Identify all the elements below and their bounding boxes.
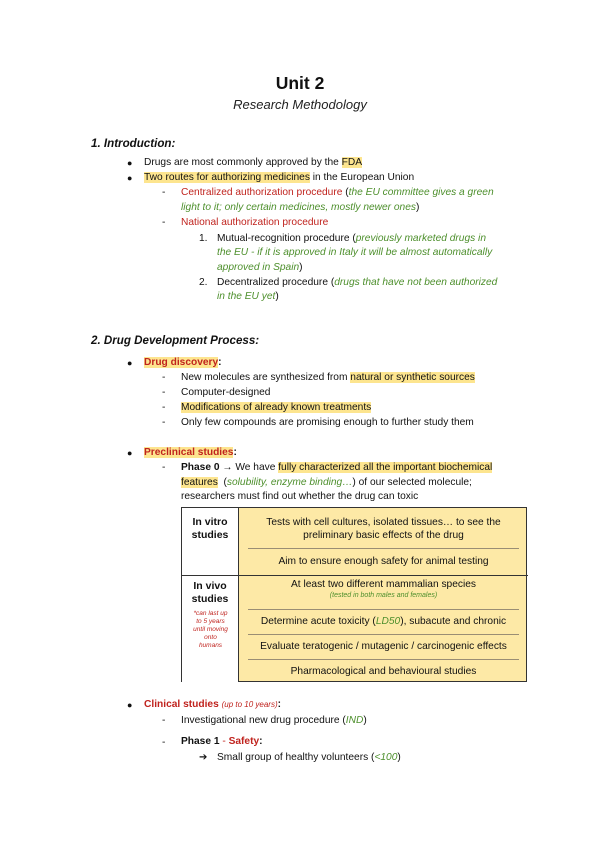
page-subtitle: Research Methodology xyxy=(233,97,367,112)
dash-icon: - xyxy=(162,417,166,428)
vivo-header-b: studies xyxy=(191,593,229,605)
row-divider xyxy=(248,634,519,635)
decentralized-cont: in the EU yet) xyxy=(217,291,279,302)
row-divider xyxy=(248,548,519,549)
vivo-header-a: In vivo xyxy=(193,580,227,592)
vivo-header-cell xyxy=(182,576,239,682)
page-title: Unit 2 xyxy=(275,73,325,93)
centralized-procedure-cont: light to it; only certain medicines, mostly newer ones) xyxy=(181,202,420,213)
dash-icon: - xyxy=(162,402,166,413)
decentralized: Decentralized procedure (drugs that have not been authorized xyxy=(217,277,498,288)
discovery-item-4: Only few compounds are promising enough to further study them xyxy=(181,417,474,428)
preclinical-table xyxy=(181,507,527,682)
discovery-item-3: Modifications of already known treatments xyxy=(181,402,372,413)
numbered-1: 1. xyxy=(199,233,208,244)
phase0-line-1: Phase 0 → We have fully characterized all the important biochemical xyxy=(181,462,493,473)
vitro-row-2: Aim to ensure enough safety for animal testing xyxy=(278,556,489,567)
national-procedure: National authorization procedure xyxy=(181,217,329,228)
dash-icon: - xyxy=(162,387,166,398)
dash-icon: - xyxy=(162,715,166,726)
vitro-header-a: In vitro xyxy=(192,516,228,528)
vivo-row-1: At least two different mammalian species (tested in both males and females) xyxy=(291,579,476,599)
vitro-header-b: studies xyxy=(191,529,229,541)
phase0-line-3: researchers must find out whether the drug can toxic xyxy=(181,491,419,502)
dash-icon: - xyxy=(162,737,166,748)
discovery-item-2: Computer-designed xyxy=(181,387,271,398)
preclinical-label: Preclinical studies: xyxy=(144,447,237,458)
ind-procedure: Investigational new drug procedure (IND) xyxy=(181,715,367,726)
intro-bullet-2: Two routes for authorizing medicines in the European Union xyxy=(144,172,415,183)
bullet-icon: ● xyxy=(127,358,133,368)
vivo-row-4: Pharmacological and behavioural studies xyxy=(290,666,477,677)
row-divider xyxy=(248,659,519,660)
dash-icon: - xyxy=(162,372,166,383)
vitro-row-1: Tests with cell cultures, isolated tissues… to see the preliminary basic effects of the drug xyxy=(266,517,501,541)
vivo-note: *can last up to 5 years until moving onto humans xyxy=(193,610,228,649)
vivo-row-3: Evaluate teratogenic / mutagenic / carcinogenic effects xyxy=(260,641,507,652)
arrow-icon: ➔ xyxy=(199,752,208,763)
dash-icon: - xyxy=(162,217,166,228)
phase1-label: Phase 1 - Safety: xyxy=(181,736,263,747)
vitro-header-cell xyxy=(182,508,239,575)
phase0-line-2: features (solubility, enzyme binding…) of our selected molecule; xyxy=(181,477,472,488)
bullet-icon: ● xyxy=(127,700,133,710)
discovery-item-1: New molecules are synthesized from natural or synthetic sources xyxy=(181,372,475,383)
numbered-2: 2. xyxy=(199,277,208,288)
phase1-volunteers: Small group of healthy volunteers (<100) xyxy=(217,752,401,763)
dash-icon: - xyxy=(162,187,166,198)
intro-bullet-1: Drugs are most commonly approved by the FDA xyxy=(144,157,362,168)
vivo-row-2: Determine acute toxicity (LD50), subacute and chronic xyxy=(260,616,507,627)
clinical-label: Clinical studies (up to 10 years): xyxy=(144,699,282,710)
bullet-icon: ● xyxy=(127,173,133,183)
row-divider xyxy=(248,609,519,610)
centralized-procedure: Centralized authorization procedure (the EU committee gives a green xyxy=(181,187,494,198)
mutual-recognition-cont-1: the EU - if it is approved in Italy it will be almost automatically xyxy=(217,247,493,258)
section-1-heading: 1. Introduction: xyxy=(91,137,176,150)
section-2-heading: 2. Drug Development Process: xyxy=(91,334,260,347)
dash-icon: - xyxy=(162,462,166,473)
bullet-icon: ● xyxy=(127,448,133,458)
bullet-icon: ● xyxy=(127,158,133,168)
mutual-recognition: Mutual-recognition procedure (previously marketed drugs in xyxy=(217,233,486,244)
mutual-recognition-cont-2: approved in Spain) xyxy=(217,262,303,273)
drug-discovery-label: Drug discovery: xyxy=(144,357,222,368)
